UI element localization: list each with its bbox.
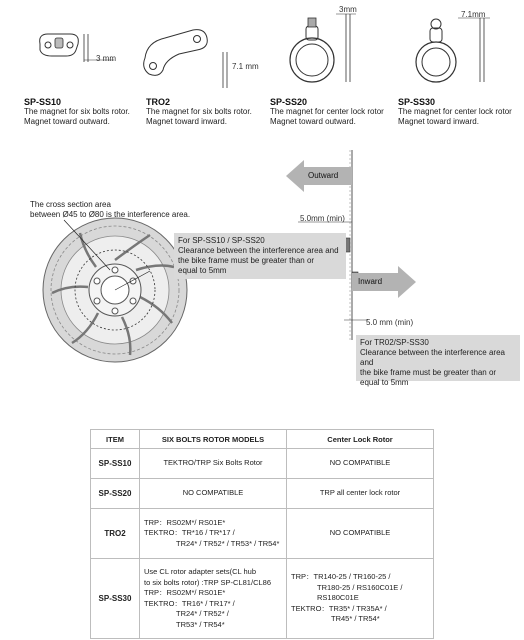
box-line: equal to 5mm	[178, 266, 227, 275]
cell-line: TEKTRO：TR*16 / TR*17 /	[144, 528, 235, 538]
desc-line: The magnet for six bolts rotor.	[146, 107, 252, 116]
product-desc-sp-ss20	[270, 107, 400, 127]
cell-line: TRP：RS02M*/ RS01E*	[144, 588, 226, 597]
product-title-tro2: TRO2	[146, 97, 171, 107]
tro2-dimension: 7.1 mm	[232, 62, 259, 71]
pointer-line	[60, 218, 120, 278]
table-row	[91, 559, 434, 639]
note-line: The cross section area	[30, 200, 111, 209]
clearance-info-box-tr02-ss30	[356, 335, 520, 387]
box-line: the bike frame must be greater than or	[360, 368, 497, 377]
product-title-sp-ss30: SP-SS30	[398, 97, 436, 107]
sp-ss10-dimension: 3 mm	[96, 54, 116, 63]
box-line: For TR02/SP-SS30	[360, 338, 429, 347]
row-item: SP-SS30	[91, 559, 140, 639]
cell-line: Use CL rotor adapter sets(CL hub	[144, 567, 256, 576]
row-center-lock	[287, 509, 434, 559]
cell-line: TR24* / TR52* /	[176, 609, 229, 618]
cell-line: TRP：RS02M*/ RS01E*	[144, 517, 226, 527]
box-line: Clearance between the interference area and	[178, 246, 339, 255]
cell-line: TEKTRO：TR35* / TR35A* /	[291, 603, 387, 613]
sp-ss20-dimension: 3mm	[339, 5, 357, 14]
cell-line: TEKTRO/TRP Six Bolts Rotor	[163, 458, 263, 468]
compatibility-table	[90, 429, 434, 639]
product-desc-tro2	[146, 107, 276, 127]
cell-line: NO COMPATIBLE	[329, 458, 391, 468]
row-item: SP-SS10	[91, 449, 140, 479]
box-line: the bike frame must be greater than or	[178, 256, 315, 265]
desc-line: Magnet toward inward.	[398, 117, 479, 126]
cell-line: NO COMPATIBLE	[329, 528, 391, 538]
table-header-row	[91, 430, 434, 449]
row-six-bolts	[140, 449, 287, 479]
sp-ss20-magnet-illustration	[284, 2, 364, 88]
header-center-lock: Center Lock Rotor	[287, 430, 434, 449]
clearance-info-box-ss10-ss20	[174, 233, 346, 279]
product-title-sp-ss20: SP-SS20	[270, 97, 308, 107]
row-six-bolts	[140, 559, 287, 639]
table-row	[91, 479, 434, 509]
box-line: For SP-SS10 / SP-SS20	[178, 236, 265, 245]
cell-line: TR24* / TR52* / TR53* / TR54*	[176, 538, 280, 548]
tro2-magnet-illustration	[135, 18, 245, 88]
desc-line: The magnet for six bolts rotor.	[24, 107, 130, 116]
table-row	[91, 509, 434, 559]
sp-ss10-magnet-illustration	[30, 20, 120, 80]
row-center-lock	[287, 479, 434, 509]
inward-label: Inward	[358, 277, 383, 286]
cell-line: TEKTRO：TR16* / TR17* /	[144, 598, 235, 608]
row-center-lock	[287, 449, 434, 479]
row-center-lock	[287, 559, 434, 639]
cross-section-note	[30, 200, 190, 220]
cell-line: TR53* / TR54*	[176, 619, 225, 629]
cell-line: NO COMPATIBLE	[182, 488, 244, 498]
desc-line: Magnet toward outward.	[24, 117, 110, 126]
note-line: between Ø45 to Ø80 is the interference area.	[30, 210, 191, 219]
product-desc-sp-ss30	[398, 107, 522, 127]
box-line: Clearance between the interference area and	[360, 348, 505, 367]
cell-line: TR180-25 / RS160C01E /	[317, 582, 403, 592]
desc-line: The magnet for center lock rotor	[398, 107, 512, 116]
product-desc-sp-ss10	[24, 107, 154, 127]
cell-line: to six bolts rotor) :TRP SP-CL81/CL86	[144, 577, 271, 587]
sp-ss30-magnet-illustration	[410, 8, 500, 88]
desc-line: The magnet for center lock rotor	[270, 107, 384, 116]
header-item: ITEM	[91, 430, 140, 449]
row-six-bolts	[140, 509, 287, 559]
sp-ss30-dimension: 7.1mm	[461, 10, 486, 19]
box-line: equal to 5mm	[360, 378, 409, 387]
cell-line: RS180C01E	[317, 593, 359, 603]
clearance-top-label: 5.0mm (min)	[300, 214, 345, 223]
row-item: TRO2	[91, 509, 140, 559]
clearance-bottom-label: 5.0 mm (min)	[366, 318, 414, 327]
product-title-sp-ss10: SP-SS10	[24, 97, 62, 107]
cell-line: TRP：TR140-25 / TR160-25 /	[291, 572, 391, 582]
header-six-bolts: SIX BOLTS ROTOR MODELS	[140, 430, 287, 449]
row-item: SP-SS20	[91, 479, 140, 509]
outward-label: Outward	[308, 171, 339, 180]
table-row	[91, 449, 434, 479]
cell-line: TRP all center lock rotor	[319, 488, 401, 498]
desc-line: Magnet toward outward.	[270, 117, 356, 126]
cell-line: TR45* / TR54*	[331, 614, 380, 624]
desc-line: Magnet toward inward.	[146, 117, 227, 126]
row-six-bolts	[140, 479, 287, 509]
